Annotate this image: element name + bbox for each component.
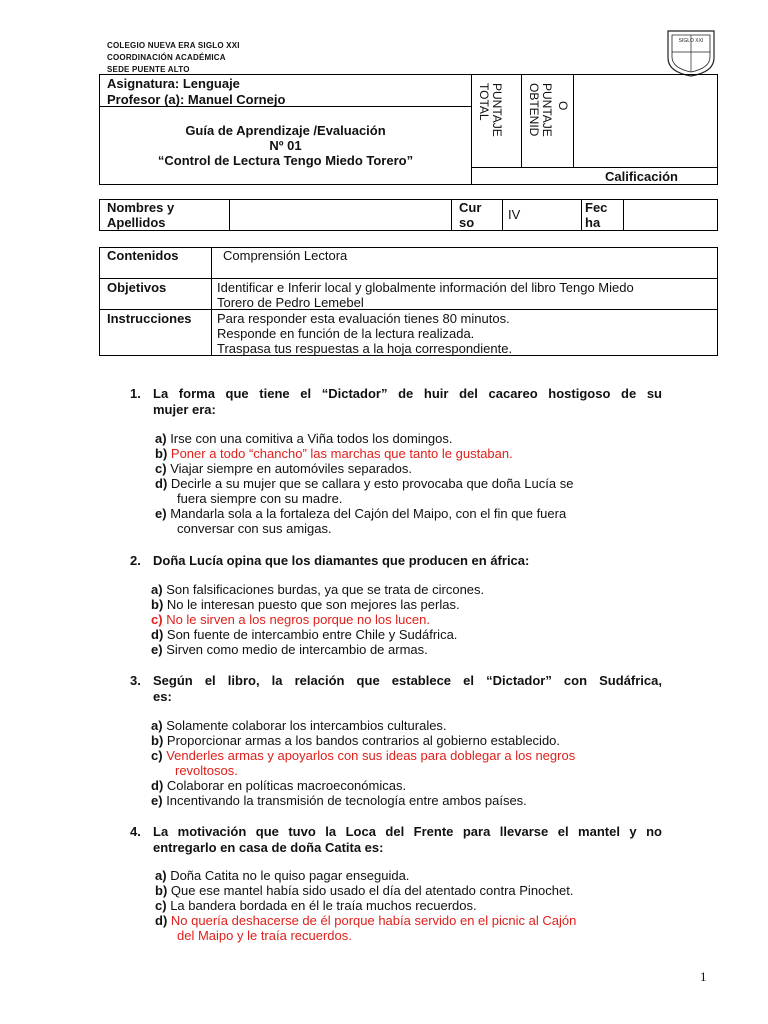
teacher-label: Profesor (a): Manuel Cornejo	[107, 92, 286, 107]
option-correct[interactable]: c) Venderles armas y apoyarlos con sus ideas para doblegar a los negros revoltosos.	[151, 748, 576, 778]
option[interactable]: e) Mandarla sola a la fortaleza del Cajón del Maipo, con el fin que fuera conversar con sus amigas.	[155, 506, 567, 536]
objetivos-value: Identificar e Inferir local y globalmente información del libro Tengo Miedo Torero de Pedro Lemebel	[217, 280, 634, 310]
student-info-row	[99, 199, 718, 231]
option-correct[interactable]: d) No quería deshacerse de él porque había servido en el picnic al Cajón del Maipo y le traía recuerdos.	[155, 913, 577, 943]
name-label: Nombres y Apellidos	[107, 200, 175, 230]
course-label: Cur so	[459, 200, 482, 230]
instrucciones-value: Para responder esta evaluación tienes 80 minutos. Responde en función de la lectura realizada. Traspasa tus respuestas a la hoja correspondiente.	[217, 311, 513, 356]
option[interactable]: c) Viajar siempre en automóviles separados.	[155, 461, 413, 476]
puntaje-total-label: PUNTAJE TOTAL	[477, 83, 504, 137]
question-2-options	[151, 582, 663, 657]
option[interactable]: e) Sirven como medio de intercambio de armas.	[151, 642, 428, 657]
date-label: Fec ha	[585, 200, 608, 230]
header-subject-teacher	[107, 76, 285, 108]
course-value: IV	[508, 207, 521, 222]
puntaje-obtenido-label-end: O	[556, 101, 570, 111]
title-line-1: Guía de Aprendizaje /Evaluación	[185, 123, 386, 138]
question-3-options	[151, 718, 663, 808]
question-4	[130, 824, 662, 856]
option[interactable]: a) Doña Catita no le quiso pagar enseguida.	[155, 868, 410, 883]
option[interactable]: b) Proporcionar armas a los bandos contrarios al gobierno establecido.	[151, 733, 561, 748]
option[interactable]: c) La bandera bordada en él le traía muchos recuerdos.	[155, 898, 477, 913]
question-stem: 3. Según el libro, la relación que establece el “Dictador” con Sudáfrica, es:	[130, 673, 662, 704]
crest-lettering: SIGLO XXI	[678, 38, 704, 44]
page-number: 1	[700, 969, 707, 984]
option[interactable]: e) Incentivando la transmisión de tecnología entre ambos países.	[151, 793, 527, 808]
question-1-options	[155, 431, 663, 536]
school-header	[107, 40, 240, 76]
question-stem: 1. La forma que tiene el “Dictador” de huir del cacareo hostigoso de su mujer era:	[130, 386, 662, 417]
question-3	[130, 673, 662, 705]
option[interactable]: a) Son falsificaciones burdas, ya que se trata de circones.	[151, 582, 485, 597]
contenidos-label: Contenidos	[107, 248, 179, 263]
option[interactable]: a) Solamente colaborar los intercambios culturales.	[151, 718, 447, 733]
name-field[interactable]	[230, 201, 450, 230]
option[interactable]: a) Irse con una comitiva a Viña todos los domingos.	[155, 431, 453, 446]
school-name: COLEGIO NUEVA ERA SIGLO XXI	[107, 41, 240, 50]
school-campus: SEDE PUENTE ALTO	[107, 65, 190, 74]
question-2	[130, 553, 662, 569]
puntaje-obtenido-label: PUNTAJE OBTENID	[527, 83, 554, 137]
question-1	[130, 386, 662, 418]
objetivos-label: Objetivos	[107, 280, 167, 295]
info-table	[99, 247, 718, 356]
school-department: COORDINACIÓN ACADÉMICA	[107, 53, 226, 62]
date-field[interactable]	[624, 201, 717, 230]
question-stem: 2. Doña Lucía opina que los diamantes que producen en áfrica:	[130, 553, 530, 568]
header-table	[99, 74, 718, 185]
title-line-3: “Control de Lectura Tengo Miedo Torero”	[157, 153, 414, 168]
question-4-options	[155, 868, 663, 943]
calificacion-label: Calificación	[605, 169, 678, 184]
option-correct[interactable]: b) Poner a todo “chancho” las marchas que tanto le gustaban.	[155, 446, 513, 461]
school-crest-logo	[665, 28, 717, 78]
page-title	[100, 123, 471, 168]
option[interactable]: b) Que ese mantel había sido usado el día del atentado contra Pinochet.	[155, 883, 574, 898]
option-correct[interactable]: c) No le sirven a los negros porque no los lucen.	[151, 612, 430, 627]
option[interactable]: d) Decirle a su mujer que se callara y esto provocaba que doña Lucía se fuera siempre con su madre.	[155, 476, 574, 506]
subject-label: Asignatura: Lenguaje	[107, 76, 240, 91]
title-line-2: Nº 01	[269, 138, 302, 153]
option[interactable]: d) Son fuente de intercambio entre Chile y Sudáfrica.	[151, 627, 458, 642]
contenidos-value: Comprensión Lectora	[223, 248, 348, 263]
question-stem: 4. La motivación que tuvo la Loca del Frente para llevarse el mantel y no entregarlo en casa de doña Catita es:	[130, 824, 662, 855]
instrucciones-label: Instrucciones	[107, 311, 192, 326]
option[interactable]: b) No le interesan puesto que son mejores las perlas.	[151, 597, 460, 612]
option[interactable]: d) Colaborar en políticas macroeconómicas.	[151, 778, 407, 793]
